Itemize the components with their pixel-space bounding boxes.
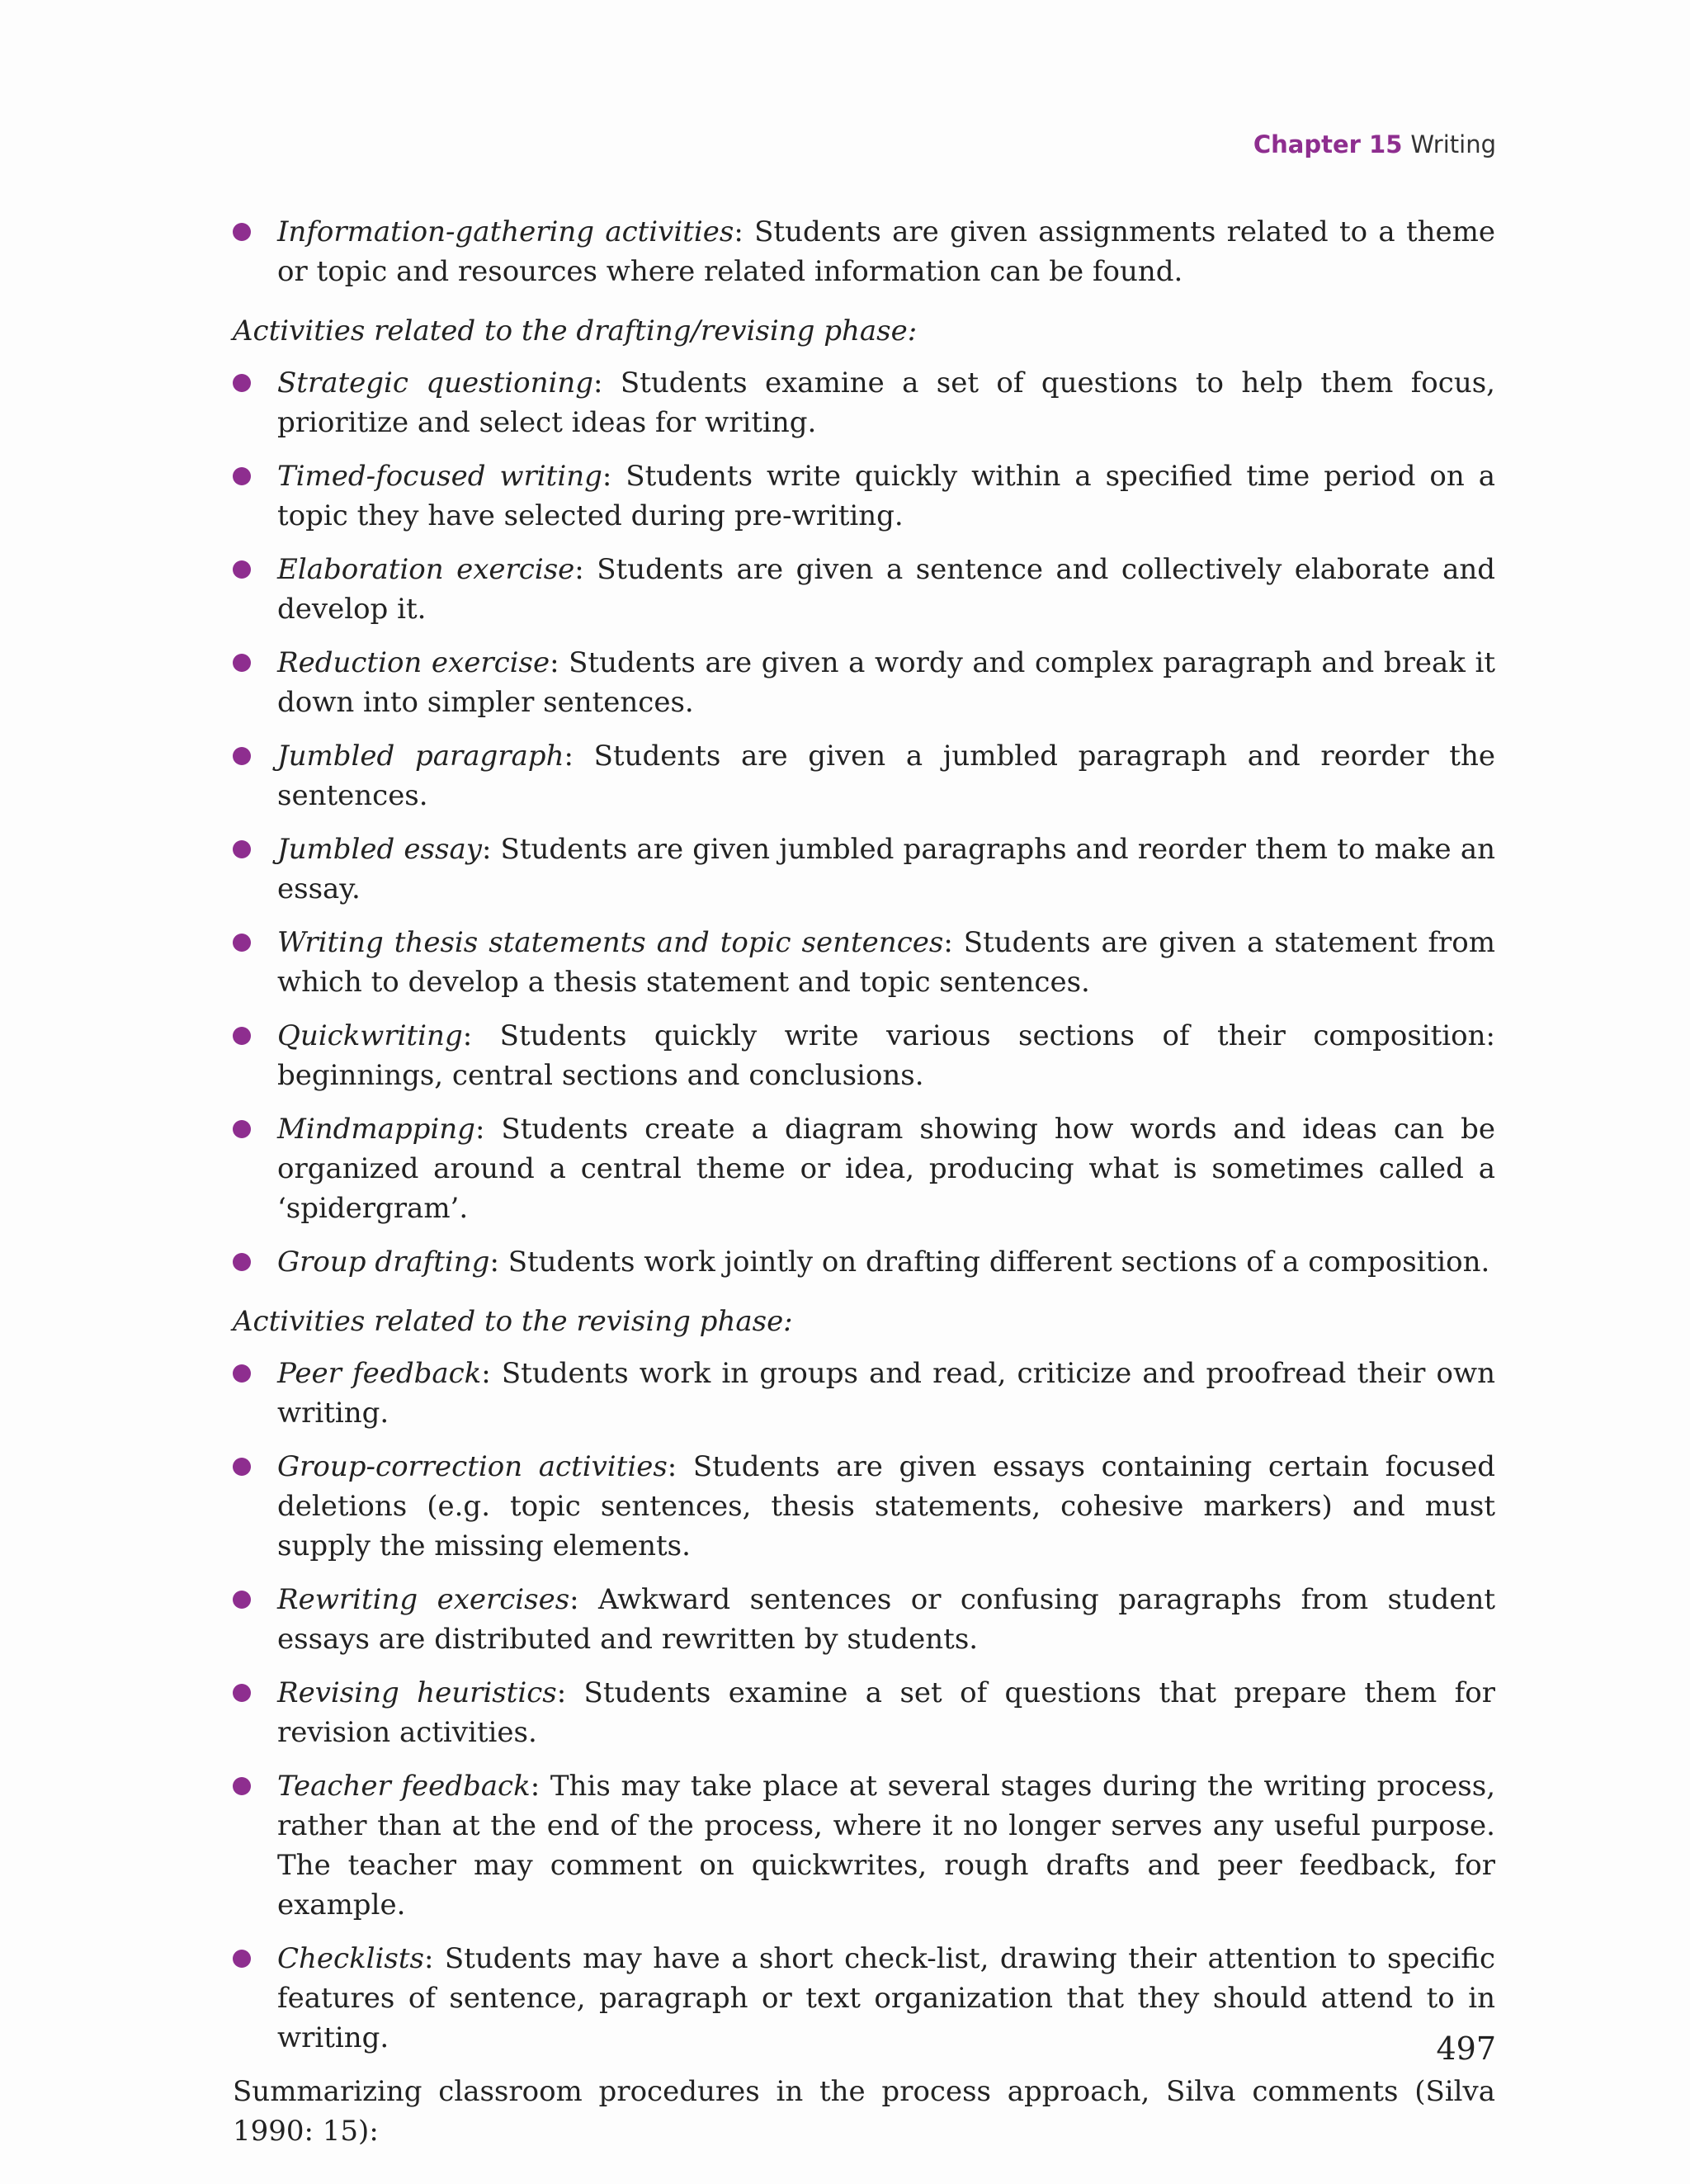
bullet-icon <box>233 1120 251 1138</box>
item-term: Mindmapping <box>277 1113 475 1146</box>
item-term: Jumbled essay <box>277 833 482 866</box>
list-item <box>233 363 1495 442</box>
item-text: : This may take place at several stages during the writing process, rather than at the end of the process, where it no longer serves any useful purpose. The teacher may comment on quickwrites, rough drafts and peer feedback, for example. <box>277 1770 1496 1922</box>
bullet-icon <box>233 654 251 672</box>
bullet-icon <box>233 1591 251 1609</box>
list-item <box>233 212 1495 291</box>
chapter-number: Chapter 15 <box>1253 130 1403 158</box>
item-term: Rewriting exercises <box>277 1583 570 1616</box>
list-item <box>233 1354 1495 1433</box>
bullet-icon <box>233 1950 251 1968</box>
list-item <box>233 923 1495 1002</box>
list-item <box>233 1016 1495 1095</box>
item-text: : Students are given a jumbled paragraph and reorder the sentences. <box>277 740 1495 812</box>
section-heading-drafting: Activities related to the drafting/revising phase: <box>233 314 918 347</box>
item-term: Jumbled paragraph <box>277 740 564 773</box>
list-item <box>233 1580 1495 1659</box>
chapter-title: Writing <box>1410 130 1496 158</box>
item-term: Teacher feedback <box>277 1770 531 1803</box>
item-term: Quickwriting <box>277 1019 463 1052</box>
list-item <box>233 1766 1495 1925</box>
bullet-icon <box>233 934 251 952</box>
bullet-icon <box>233 1253 251 1271</box>
bullet-list-intro <box>233 212 1495 291</box>
bullet-icon <box>233 747 251 765</box>
list-item <box>233 643 1495 722</box>
running-header <box>1253 130 1496 158</box>
item-term: Elaboration exercise <box>277 553 575 586</box>
bullet-icon <box>233 560 251 579</box>
bullet-list-drafting <box>233 363 1495 1282</box>
item-text: : Students work in groups and read, criticize and proofread their own writing. <box>277 1357 1495 1430</box>
item-term: Peer feedback <box>277 1357 482 1390</box>
bullet-icon <box>233 467 251 485</box>
item-text: : Students work jointly on drafting different sections of a composition. <box>489 1246 1490 1279</box>
bullet-icon <box>233 374 251 392</box>
item-term: Group drafting <box>277 1246 490 1279</box>
bullet-icon <box>233 1027 251 1045</box>
bullet-icon <box>233 840 251 858</box>
item-text: : Students are given a wordy and complex paragraph and break it down into simpler sentences. <box>277 646 1495 719</box>
item-term: Revising heuristics <box>277 1676 557 1709</box>
list-item <box>233 1109 1495 1228</box>
item-text: : Students are given jumbled paragraphs and reorder them to make an essay. <box>277 833 1495 905</box>
list-item <box>233 1447 1495 1566</box>
bullet-icon <box>233 1777 251 1795</box>
item-text: : Awkward sentences or confusing paragraphs from student essays are distributed and rewritten by students. <box>277 1583 1495 1656</box>
item-text: : Students create a diagram showing how words and ideas can be organized around a central theme or idea, producing what is sometimes called a ‘spidergram’. <box>277 1113 1495 1225</box>
bullet-icon <box>233 1364 251 1383</box>
list-item <box>233 1939 1495 2058</box>
page-number: 497 <box>1436 2030 1496 2067</box>
bullet-icon <box>233 223 251 241</box>
item-term: Strategic questioning <box>277 366 594 399</box>
item-text: : Students examine a set of questions to help them focus, prioritize and select ideas for writing. <box>277 366 1495 439</box>
item-text: : Students are given a statement from which to develop a thesis statement and topic sentences. <box>277 926 1496 999</box>
item-text: : Students may have a short check-list, drawing their attention to specific features of sentence, paragraph or text organization that they should attend to in writing. <box>277 1942 1495 2054</box>
list-item <box>233 550 1495 629</box>
list-item <box>233 736 1495 815</box>
item-text: : Students examine a set of questions that prepare them for revision activities. <box>277 1676 1495 1749</box>
item-text: : Students are given essays containing certain focused deletions (e.g. topic sentences, thesis statements, cohesive markers) and must supply the missing elements. <box>277 1450 1495 1562</box>
list-item <box>233 456 1495 536</box>
item-text: : Students write quickly within a specified time period on a topic they have selected during pre-writing. <box>277 460 1495 532</box>
item-term: Checklists <box>277 1942 424 1975</box>
bullet-icon <box>233 1458 251 1476</box>
bullet-list-revising <box>233 1354 1495 2058</box>
closing-paragraph: Summarizing classroom procedures in the process approach, Silva comments (Silva 1990: 15): <box>233 2075 1495 2148</box>
item-text: : Students are given a sentence and collectively elaborate and develop it. <box>277 553 1496 626</box>
bullet-icon <box>233 1684 251 1702</box>
item-term: Information-gathering activities <box>277 215 734 248</box>
item-term: Writing thesis statements and topic sentences <box>277 926 944 959</box>
list-item <box>233 830 1495 909</box>
item-text: : Students quickly write various sections of their composition: beginnings, central sections and conclusions. <box>277 1019 1495 1092</box>
list-item <box>233 1242 1495 1282</box>
item-text: : Students are given assignments related to a theme or topic and resources where related information can be found. <box>277 215 1495 288</box>
item-term: Reduction exercise <box>277 646 550 679</box>
page-body <box>233 212 1495 2179</box>
list-item <box>233 1673 1495 1752</box>
item-term: Timed-focused writing <box>277 460 602 493</box>
section-heading-revising: Activities related to the revising phase: <box>233 1305 793 1338</box>
item-term: Group-correction activities <box>277 1450 668 1483</box>
